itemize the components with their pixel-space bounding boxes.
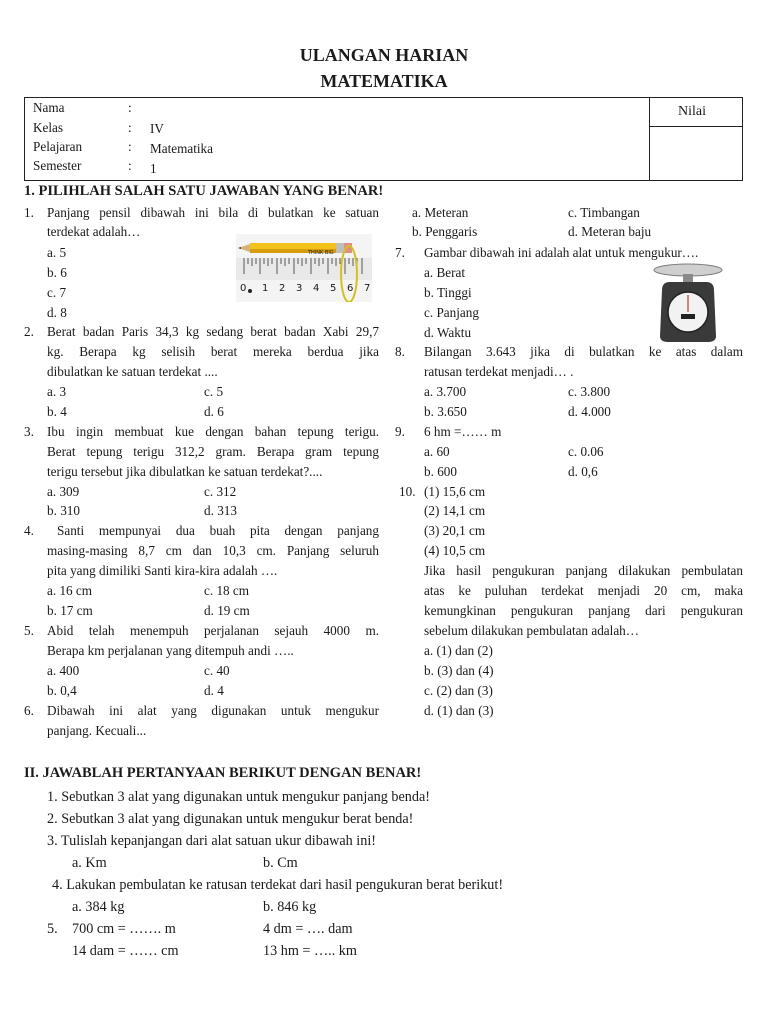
essay-question-4: 4. Lakukan pembulatan ke ratusan terdekat dari hasil pengukuran berat berikut!: [52, 877, 504, 893]
pencil-ruler-image: THINK BIG 0 1 2 3 4 5 6 7: [236, 234, 372, 302]
list-item: (3) 20,1 cm: [424, 523, 486, 538]
option-b: b. 17 cm: [47, 603, 93, 618]
field-colon: :: [128, 158, 132, 173]
option-c: c. Timbangan: [568, 205, 640, 220]
field-label-pelajaran: Pelajaran: [33, 139, 83, 154]
field-label-semester: Semester: [33, 158, 82, 173]
weighing-scale-image: [650, 260, 726, 344]
option-a: a. Berat: [424, 265, 466, 280]
option-b: b. 6: [47, 265, 67, 280]
list-item: (1) 15,6 cm: [424, 484, 486, 499]
field-colon: :: [128, 139, 132, 154]
option-c: c. 7: [47, 285, 67, 300]
essay-item-a: a. 384 kg: [72, 899, 125, 915]
question-number: 8.: [395, 344, 405, 359]
page-subtitle: MATEMATIKA: [320, 71, 448, 91]
question-text: Berat badan Paris 34,3 kg sedang berat badan Xabi 29,7: [47, 324, 379, 339]
question-text: Dibawah ini alat yang digunakan untuk mengukur: [47, 703, 379, 718]
option-b: b. (3) dan (4): [424, 663, 494, 678]
option-b: b. 3.650: [424, 404, 467, 419]
option-a: a. 3: [47, 384, 67, 399]
option-b: b. Tinggi: [424, 285, 472, 300]
option-a: a. Meteran: [412, 205, 469, 220]
option-a: a. 5: [47, 245, 67, 260]
option-d: d. 19 cm: [204, 603, 250, 618]
option-a: a. 400: [47, 663, 80, 678]
field-value-pelajaran: Matematika: [150, 141, 213, 156]
option-a: a. 309: [47, 484, 80, 499]
nilai-label: Nilai: [678, 104, 706, 119]
option-c: c. Panjang: [424, 305, 479, 320]
question-text: kemungkinan pengukuran panjang dari pengukuran: [424, 603, 743, 618]
option-d: d. 6: [204, 404, 224, 419]
essay-item-b: b. Cm: [263, 855, 298, 871]
question-text: Ibu ingin membuat kue dengan bahan tepung terigu.: [47, 424, 379, 439]
question-text: dibulatkan ke satuan terdekat ....: [47, 364, 218, 379]
question-text: atas ke puluhan terdekat menjadi 20 cm, maka: [424, 583, 743, 598]
option-d: d. 313: [204, 503, 237, 518]
option-c: c. 3.800: [568, 384, 611, 399]
question-number: 2.: [24, 324, 34, 339]
question-number: 5.: [24, 623, 34, 638]
field-value-semester: 1: [150, 161, 157, 176]
section-2-heading: II. JAWABLAH PERTANYAAN BERIKUT DENGAN BENAR!: [24, 765, 422, 781]
question-number: 7.: [395, 245, 405, 260]
option-c: c. 18 cm: [204, 583, 250, 598]
option-a: a. (1) dan (2): [424, 643, 493, 658]
question-text: Berapa km perjalanan yang ditempuh andi …..: [47, 643, 294, 658]
option-c: c. (2) dan (3): [424, 683, 493, 698]
option-c: c. 312: [204, 484, 237, 499]
question-text: Berat tepung terigu 312,2 gram. Berapa gram tepung: [47, 444, 379, 459]
field-colon: :: [128, 120, 132, 135]
conversion-item: 14 dam = …… cm: [72, 943, 179, 959]
conversion-item: 13 hm = ….. km: [263, 943, 357, 959]
question-number: 10.: [399, 484, 416, 499]
question-number: 3.: [24, 424, 34, 439]
essay-question-3: 3. Tulislah kepanjangan dari alat satuan ukur dibawah ini!: [47, 833, 376, 849]
field-label-kelas: Kelas: [33, 120, 64, 135]
option-c: c. 0.06: [568, 444, 604, 459]
option-b: b. 0,4: [47, 683, 77, 698]
question-text: Santi mempunyai dua buah pita dengan panjang: [57, 523, 379, 538]
field-value-kelas: IV: [150, 121, 164, 136]
option-b: b. 600: [424, 464, 457, 479]
question-text: pita yang dimiliki Santi kira-kira adalah ….: [47, 563, 278, 578]
essay-question-2: 2. Sebutkan 3 alat yang digunakan untuk mengukur berat benda!: [47, 811, 414, 827]
essay-question-5-number: 5.: [47, 921, 58, 937]
question-text: kg. Berapa kg selisih berat mereka berdua jika: [47, 344, 379, 359]
question-text: Jika hasil pengukuran panjang dilakukan pembulatan: [424, 563, 743, 578]
option-d: d. 0,6: [568, 464, 598, 479]
essay-question-1: 1. Sebutkan 3 alat yang digunakan untuk mengukur panjang benda!: [47, 789, 430, 805]
option-b: b. 310: [47, 503, 80, 518]
question-text: 6 hm =…… m: [424, 424, 502, 439]
option-a: a. 60: [424, 444, 450, 459]
question-number: 4.: [24, 523, 34, 538]
option-d: d. Meteran baju: [568, 224, 652, 239]
option-d: d. 4.000: [568, 404, 611, 419]
conversion-item: 4 dm = …. dam: [263, 921, 353, 937]
option-b: b. 4: [47, 404, 67, 419]
essay-item-a: a. Km: [72, 855, 107, 871]
conversion-item: 700 cm = ……. m: [72, 921, 176, 937]
list-item: (4) 10,5 cm: [424, 543, 486, 558]
option-d: d. 8: [47, 305, 67, 320]
question-text: panjang. Kecuali...: [47, 723, 147, 738]
question-text: Bilangan 3.643 jika di bulatkan ke atas dalam: [424, 344, 743, 359]
question-text: masing-masing 8,7 cm dan 10,3 cm. Panjang seluruh: [47, 543, 379, 558]
question-number: 6.: [24, 703, 34, 718]
question-text: Panjang pensil dibawah ini bila di bulatkan ke satuan: [47, 205, 379, 220]
question-text: Abid telah menempuh perjalanan sejauh 4000 m.: [47, 623, 379, 638]
field-label-nama: Nama: [33, 100, 65, 115]
ruler-brand: THINK BIG: [308, 250, 334, 256]
option-a: a. 3.700: [424, 384, 467, 399]
question-text: terigu tersebut jika dibulatkan ke satuan terdekat?....: [47, 464, 323, 479]
essay-item-b: b. 846 kg: [263, 899, 317, 915]
option-d: d. Waktu: [424, 325, 472, 340]
question-number: 9.: [395, 424, 405, 439]
list-item: (2) 14,1 cm: [424, 503, 486, 518]
option-d: d. 4: [204, 683, 224, 698]
question-text: ratusan terdekat menjadi… .: [424, 364, 574, 379]
option-c: c. 40: [204, 663, 230, 678]
option-c: c. 5: [204, 384, 224, 399]
option-d: d. (1) dan (3): [424, 703, 494, 718]
question-number: 1.: [24, 205, 34, 220]
question-text: Gambar dibawah ini adalah alat untuk mengukur….: [424, 245, 699, 260]
section-1-heading: 1. PILIHLAH SALAH SATU JAWABAN YANG BENAR!: [24, 183, 384, 199]
page-title: ULANGAN HARIAN: [299, 45, 469, 65]
option-b: b. Penggaris: [412, 224, 478, 239]
option-a: a. 16 cm: [47, 583, 93, 598]
question-text: sebelum dilakukan pembulatan adalah…: [424, 623, 639, 638]
field-colon: :: [128, 100, 132, 115]
question-text: terdekat adalah…: [47, 224, 141, 239]
